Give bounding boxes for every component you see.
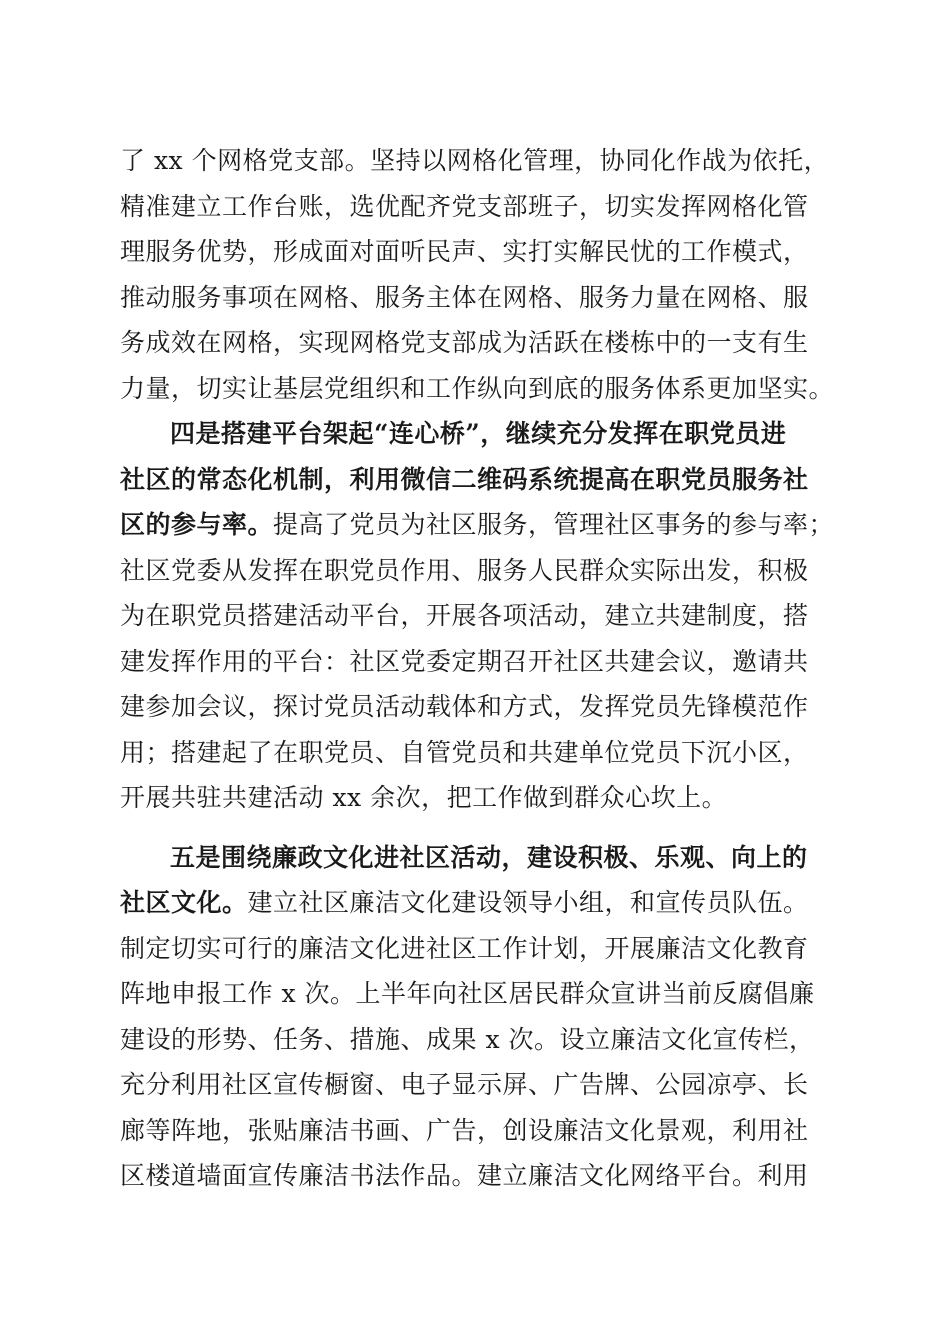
- paragraph-heading-line: 社区的常态化机制，利用微信二维码系统提高在职党员服务社: [120, 464, 809, 494]
- text-line: 社区党委从发挥在职党员作用、服务人民群众实际出发，积极: [120, 555, 809, 585]
- text-line: 区楼道墙面宣传廉洁书法作品。建立廉洁文化网络平台。利用: [120, 1161, 809, 1190]
- text-line: 力量，切实让基层党组织和工作纵向到底的服务体系更加坚实。: [120, 373, 835, 403]
- paragraph-five-clean-culture: [120, 835, 830, 1199]
- paragraph-heading-end: 社区文化。: [120, 888, 248, 917]
- paragraph-grid-party-branch: [120, 138, 835, 411]
- paragraph-heading: 四是搭建平台架起“连心桥”，继续充分发挥在职党员进: [170, 419, 787, 448]
- text-line: 制定切实可行的廉洁文化进社区工作计划，开展廉洁文化教育: [120, 933, 809, 963]
- text-line: 开展共驻共建活动 xx 余次，把工作做到群众心坎上。: [120, 783, 728, 812]
- text-line: 建设的形势、任务、措施、成果 x 次。设立廉洁文化宣传栏，: [120, 1024, 815, 1054]
- text-line: [120, 502, 835, 548]
- text-line: 务成效在网格，实现网格党支部成为活跃在楼栋中的一支有生: [120, 328, 809, 357]
- text-line: 建发挥作用的平台：社区党委定期召开社区共建会议，邀请共: [120, 646, 809, 676]
- text-line: 充分利用社区宣传橱窗、电子显示屏、广告牌、公园凉亭、长: [120, 1070, 809, 1099]
- text-line: 用；搭建起了在职党员、自管党员和共建单位党员下沉小区，: [120, 737, 809, 767]
- text-line: 阵地申报工作 x 次。上半年向社区居民群众宣讲当前反腐倡廉: [120, 979, 815, 1008]
- text-line: 建参加会议，探讨党员活动载体和方式，发挥党员先锋模范作: [120, 692, 809, 721]
- text-line: 推动服务事项在网格、服务主体在网格、服务力量在网格、服: [120, 282, 809, 312]
- text-line: 精准建立工作台账，选优配齐党支部班子，切实发挥网格化管: [120, 191, 809, 221]
- text-line: 廊等阵地，张贴廉洁书画、广告，创设廉洁文化景观，利用社: [120, 1115, 809, 1145]
- paragraph-heading-end: 区的参与率。: [120, 510, 274, 539]
- document-body: [120, 138, 835, 1199]
- text-segment: 提高了党员为社区服务，管理社区事务的参与率；: [273, 510, 835, 539]
- paragraph-heading: 五是围绕廉政文化进社区活动，建设积极、乐观、向上的: [170, 842, 808, 872]
- text-line: 理服务优势，形成面对面听民声、实打实解民忧的工作模式，: [120, 237, 809, 266]
- text-segment: 建立社区廉洁文化建设领导小组，和宣传员队伍。: [247, 888, 809, 917]
- text-line: [120, 880, 830, 926]
- paragraph-spacer: [120, 821, 830, 835]
- paragraph-four-platform: [120, 411, 835, 821]
- text-line: 了 xx 个网格党支部。坚持以网格化管理，协同化作战为依托，: [120, 146, 830, 175]
- text-line: 为在职党员搭建活动平台，开展各项活动，建立共建制度，搭: [120, 601, 809, 630]
